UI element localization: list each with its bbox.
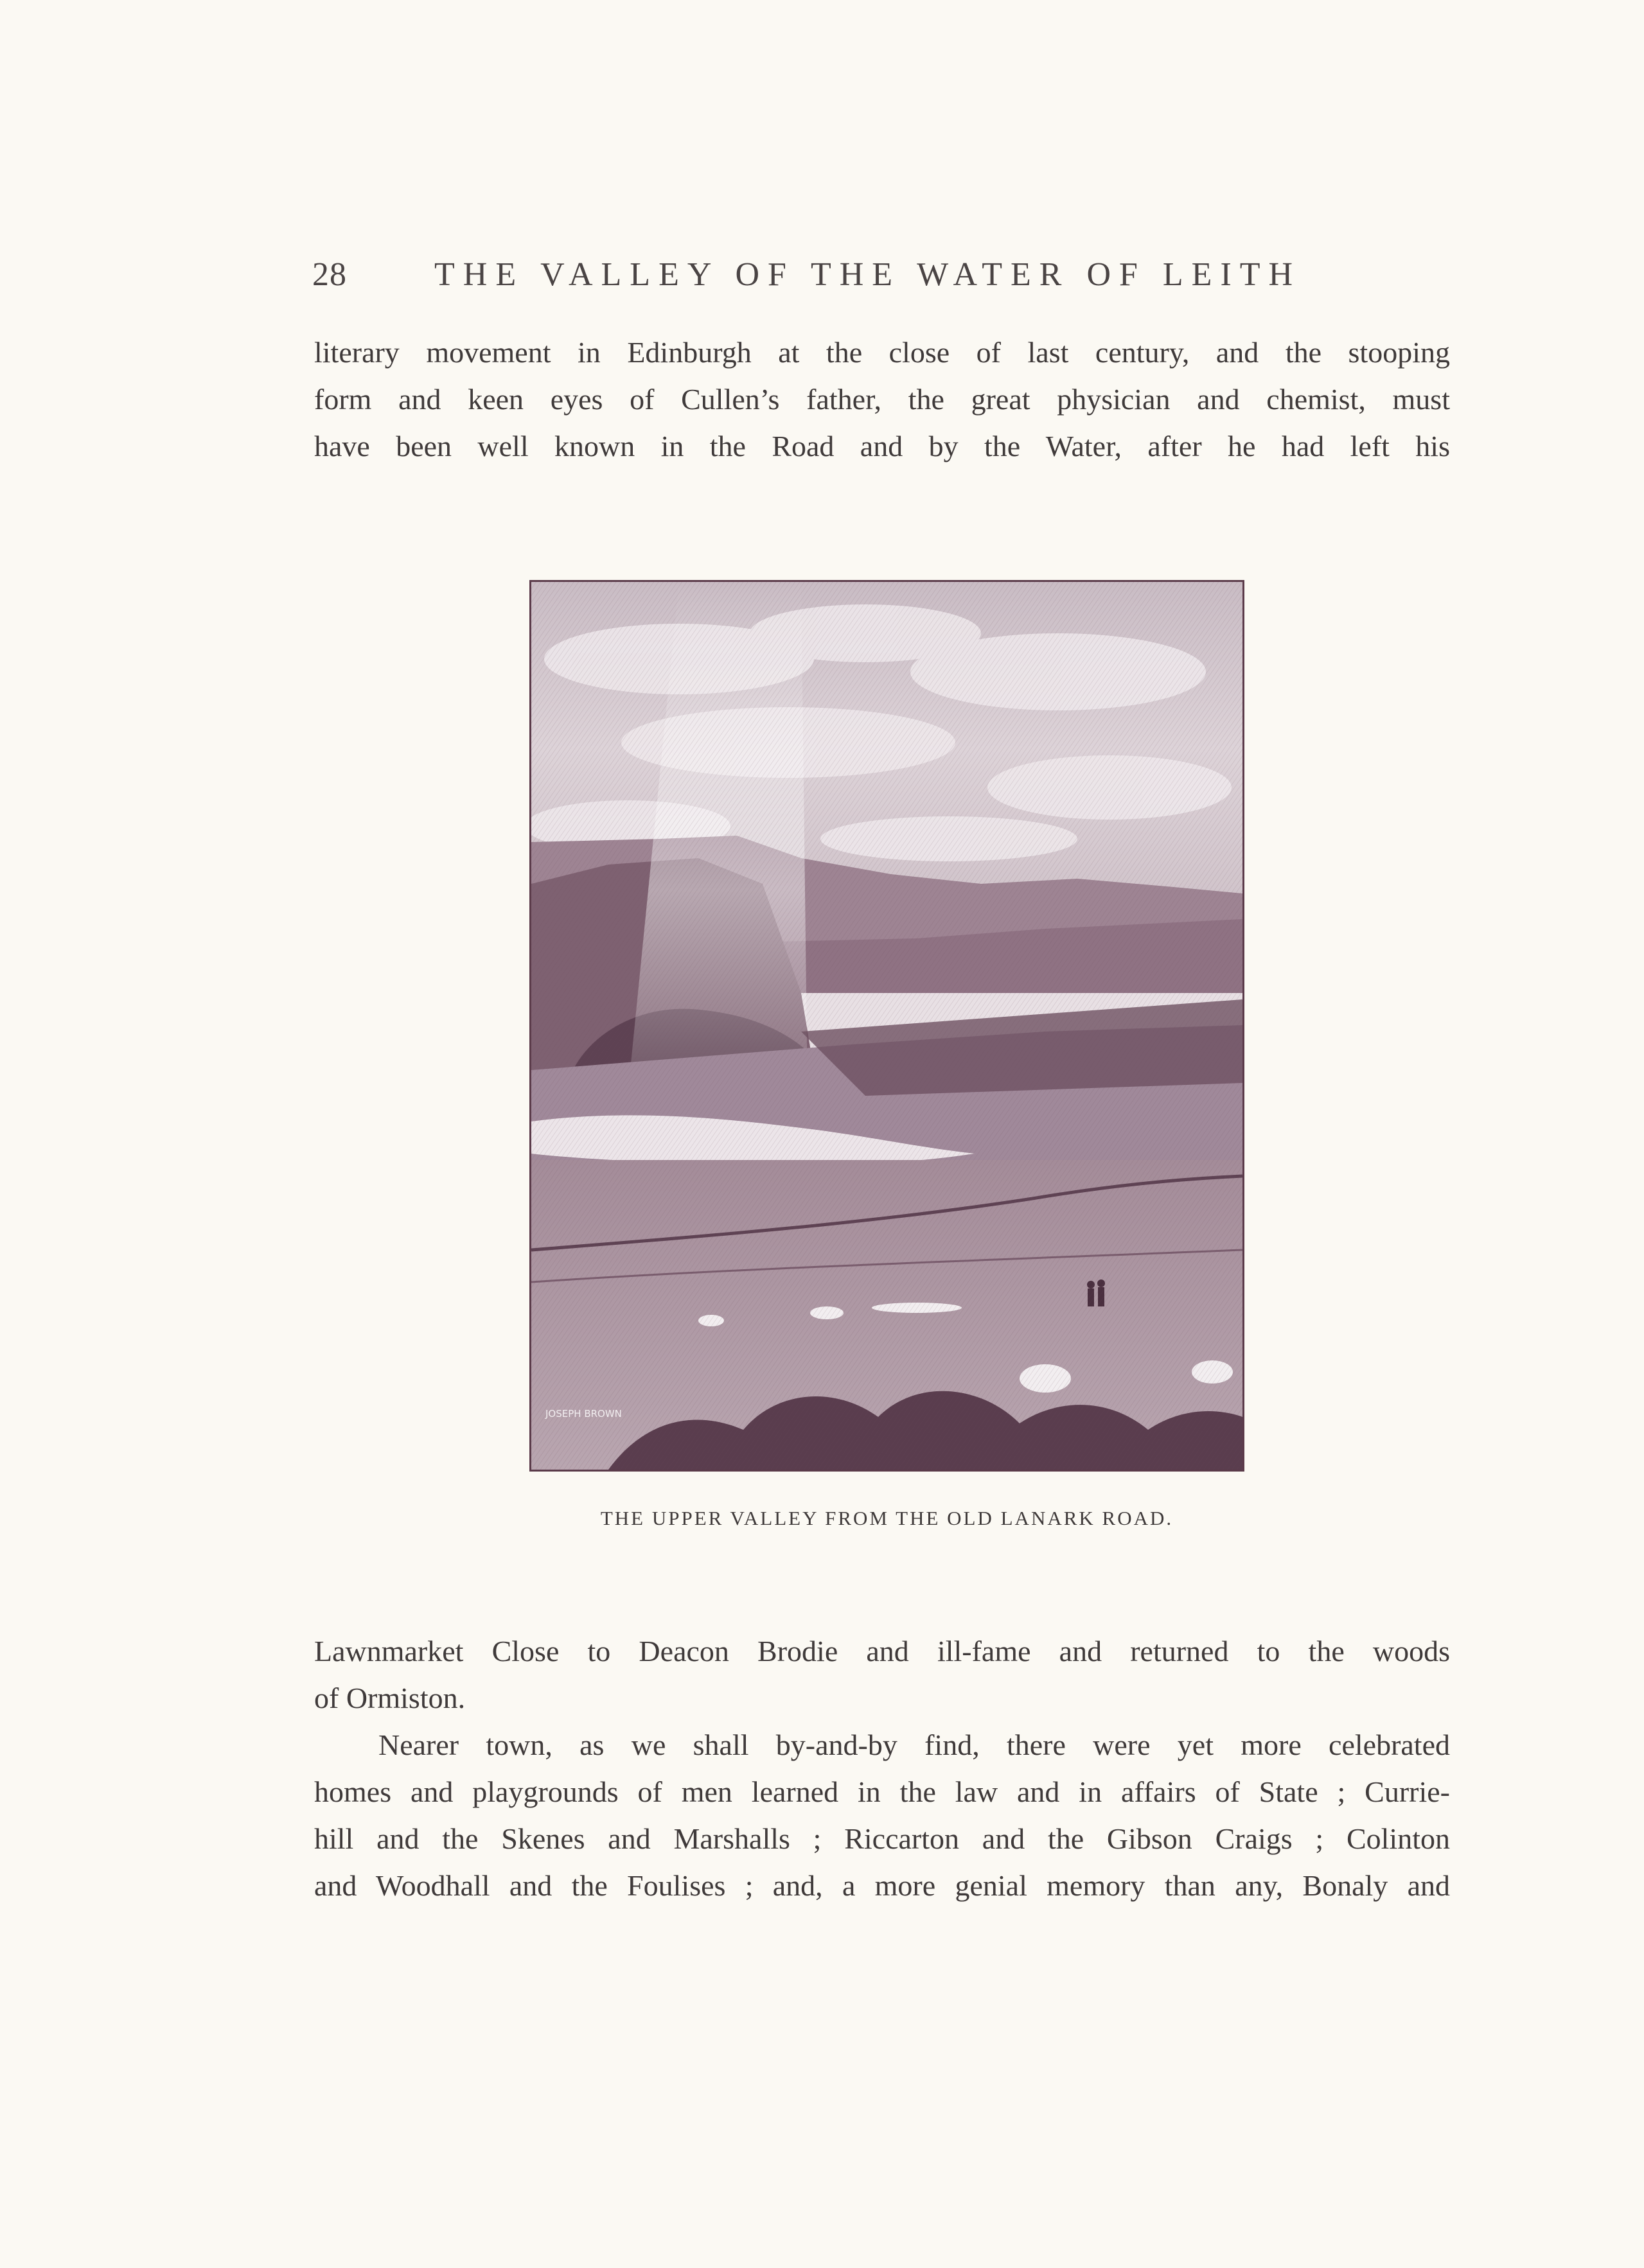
artist-signature-text: JOSEPH BROWN	[545, 1408, 622, 1420]
landscape-illustration	[531, 582, 1242, 1470]
text-line: Nearer town, as we shall by-and-by find, there were yet more celebrated	[378, 1728, 1450, 1761]
text-line: homes and playgrounds of men learned in the law and in affairs of State ; Currie-	[314, 1775, 1450, 1808]
text-line: of Ormiston.	[314, 1682, 466, 1714]
top-paragraph	[314, 329, 1450, 470]
text-line: have been well known in the Road and by the Water, after he had left his	[314, 430, 1450, 462]
text-line: and Woodhall and the Foulises ; and, a more genial memory than any, Bonaly and	[314, 1869, 1450, 1902]
text-line: Lawnmarket Close to Deacon Brodie and ill-fame and returned to the woods	[314, 1635, 1450, 1667]
text-line: hill and the Skenes and Marshalls ; Riccarton and the Gibson Craigs ; Colinton	[314, 1822, 1450, 1855]
illustration-plate	[529, 580, 1244, 1472]
text-line: form and keen eyes of Cullen’s father, the great physician and chemist, must	[314, 383, 1450, 416]
bottom-paragraphs	[314, 1628, 1450, 1909]
running-title: THE VALLEY OF THE WATER OF LEITH	[434, 256, 1302, 293]
text-line: literary movement in Edinburgh at the close of last century, and the stooping	[314, 336, 1450, 369]
artist-signature	[545, 1408, 622, 1420]
page-number: 28	[312, 256, 347, 293]
plate-caption: THE UPPER VALLEY FROM THE OLD LANARK ROAD.	[600, 1507, 1174, 1529]
